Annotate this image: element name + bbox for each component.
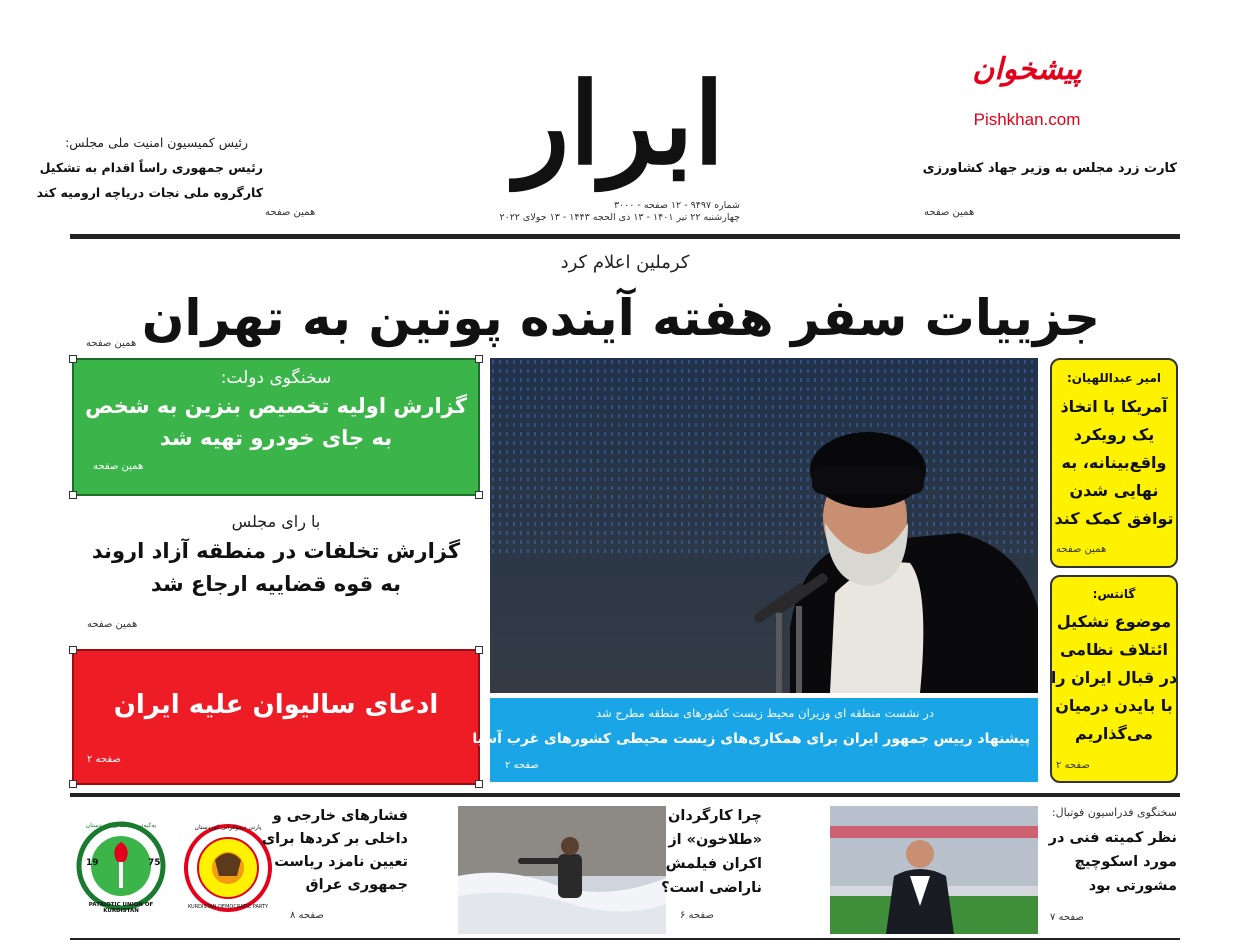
bottom-story-1-page: صفحه ۸ [290,910,324,921]
kdp-logo-top: پارتی دیموکراتی کوردستان [194,824,262,831]
yellow-box-2-line-4: با بایدن درمیان [1055,696,1173,715]
main-page: همین صفحه [86,338,137,349]
bottom-story-2-line-4: ناراضی است؟ [661,880,762,896]
red-box-page: صفحه ۲ [87,754,121,765]
yellow-box-1-line-1: آمریکا با اتخاذ [1060,397,1168,416]
issue-info [470,200,740,224]
photo-caption-page: صفحه ۲ [505,760,539,771]
green-box-line-2: به جای خودرو تهیه شد [159,426,393,450]
main-photo [490,358,1038,693]
photo-caption-kicker: در نشست منطقه ای وزیران محیط زیست کشورهای منطقه مطرح شد [596,706,934,720]
top-right-page: همین صفحه [924,207,975,218]
puk-logo-year-2: 75 [148,858,161,868]
bottom-story-3-page: صفحه ۷ [1050,912,1084,923]
bottom-story-3-photo [830,806,1038,934]
main-photo-illustration [490,358,1038,693]
middle-story-line-2: به قوه قضاییه ارجاع شد [150,572,402,596]
bottom-story-3-line-1: نظر کمیته فنی در [1048,830,1177,846]
yellow-box-1-line-5: توافق کمک کند [1054,509,1174,528]
yellow-box-1-kicker: امیر عبداللهیان: [1067,371,1161,385]
bottom-story-1-line-4: جمهوری عراق [305,877,408,893]
top-left-kicker: رئیس کمیسیون امنیت ملی مجلس: [65,135,248,150]
kdp-logo-bottom: KURDISTAN DEMOCRATIC PARTY [187,904,269,910]
pishkhan-logo-en: Pishkhan.com [973,110,1081,129]
yellow-box-2-kicker: گانتس: [1092,587,1136,601]
top-left-line-2: کارگروه ملی نجات دریاچه ارومیه کند [36,185,263,200]
pishkhan-logo-fa: پیشخوان [972,52,1082,87]
middle-story-kicker: با رای مجلس [231,512,321,531]
yellow-box-1-line-3: واقع‌بینانه، به [1061,453,1167,472]
issue-line-1: شماره ۹۴۹۷ - ۱۲ صفحه - ۳۰۰۰ [613,200,740,211]
bottom-story-3-line-3: مشورتی بود [1088,878,1177,894]
bottom-story-2-line-1: چرا کارگردان [668,808,762,824]
main-headline: جزییات سفر هفته آینده پوتین به تهران [141,289,1100,347]
issue-line-2: چهارشنبه ۲۲ تیر ۱۴۰۱ - ۱۳ ذی الحجه ۱۴۴۳ - ۱۳ جولای ۲۰۲۲ [499,212,740,223]
green-box-kicker: سخنگوی دولت: [220,368,332,388]
masthead-title: ابرار [515,59,725,190]
puk-logo-top: یه‌کیه‌تی نیشتمانی کوردستان [85,822,157,829]
yellow-box-1-line-2: یک رویکرد [1073,425,1155,444]
top-left-line-1: رئیس جمهوری راساً اقدام به تشکیل [39,160,263,175]
bottom-story-3-kicker: سخنگوی فدراسیون فوتبال: [1051,806,1177,819]
bottom-story-3-line-2: مورد اسکوچیچ [1074,854,1177,870]
bottom-story-1-line-2: داخلی بر کردها برای [261,831,408,847]
main-kicker: کرملین اعلام کرد [560,252,690,273]
page-bottom-divider [70,938,1180,940]
bottom-story-2-line-2: «طلاخون» از [668,832,762,848]
yellow-box-2-line-1: موضوع تشکیل [1056,612,1172,631]
bottom-story-1-line-3: تعیین نامزد ریاست [274,854,408,870]
bottom-story-1-line-1: فشارهای خارجی و [272,808,408,824]
top-right-headline: کارت زرد مجلس به وزیر جهاد کشاورزی [922,161,1177,176]
top-left-page: همین صفحه [265,207,316,218]
green-box-line-1: گزارش اولیه تخصیص بنزین به شخص [85,394,467,418]
yellow-box-1-line-4: نهایی شدن [1069,481,1159,500]
red-box-headline: ادعای سالیوان علیه ایران [113,690,439,720]
middle-story-page: همین صفحه [87,619,138,630]
top-divider [70,234,1180,239]
bottom-story-2-page: صفحه ۶ [680,910,714,921]
bottom-divider [70,793,1180,797]
puk-logo-year-1: 19 [86,858,99,868]
yellow-box-2-line-5: می‌گذاریم [1075,724,1153,743]
photo-caption-headline: پیشنهاد رییس جمهور ایران برای همکاری‌های زیست محیطی کشورهای غرب آسیا [472,731,1030,747]
middle-story-line-1: گزارش تخلفات در منطقه آزاد اروند [91,539,461,563]
puk-logo-bottom: PATRIOTIC UNION OF KURDISTAN [88,902,154,914]
yellow-box-2-page: صفحه ۲ [1056,760,1090,771]
green-box-page: همین صفحه [93,461,144,472]
yellow-box-2-line-2: ائتلاف نظامی [1059,640,1169,659]
bottom-story-2-line-3: اکران فیلمش [665,856,762,872]
yellow-box-2-line-3: در قبال ایران را [1050,668,1178,687]
yellow-box-1-page: همین صفحه [1056,544,1107,555]
bottom-story-2-photo [458,806,666,934]
